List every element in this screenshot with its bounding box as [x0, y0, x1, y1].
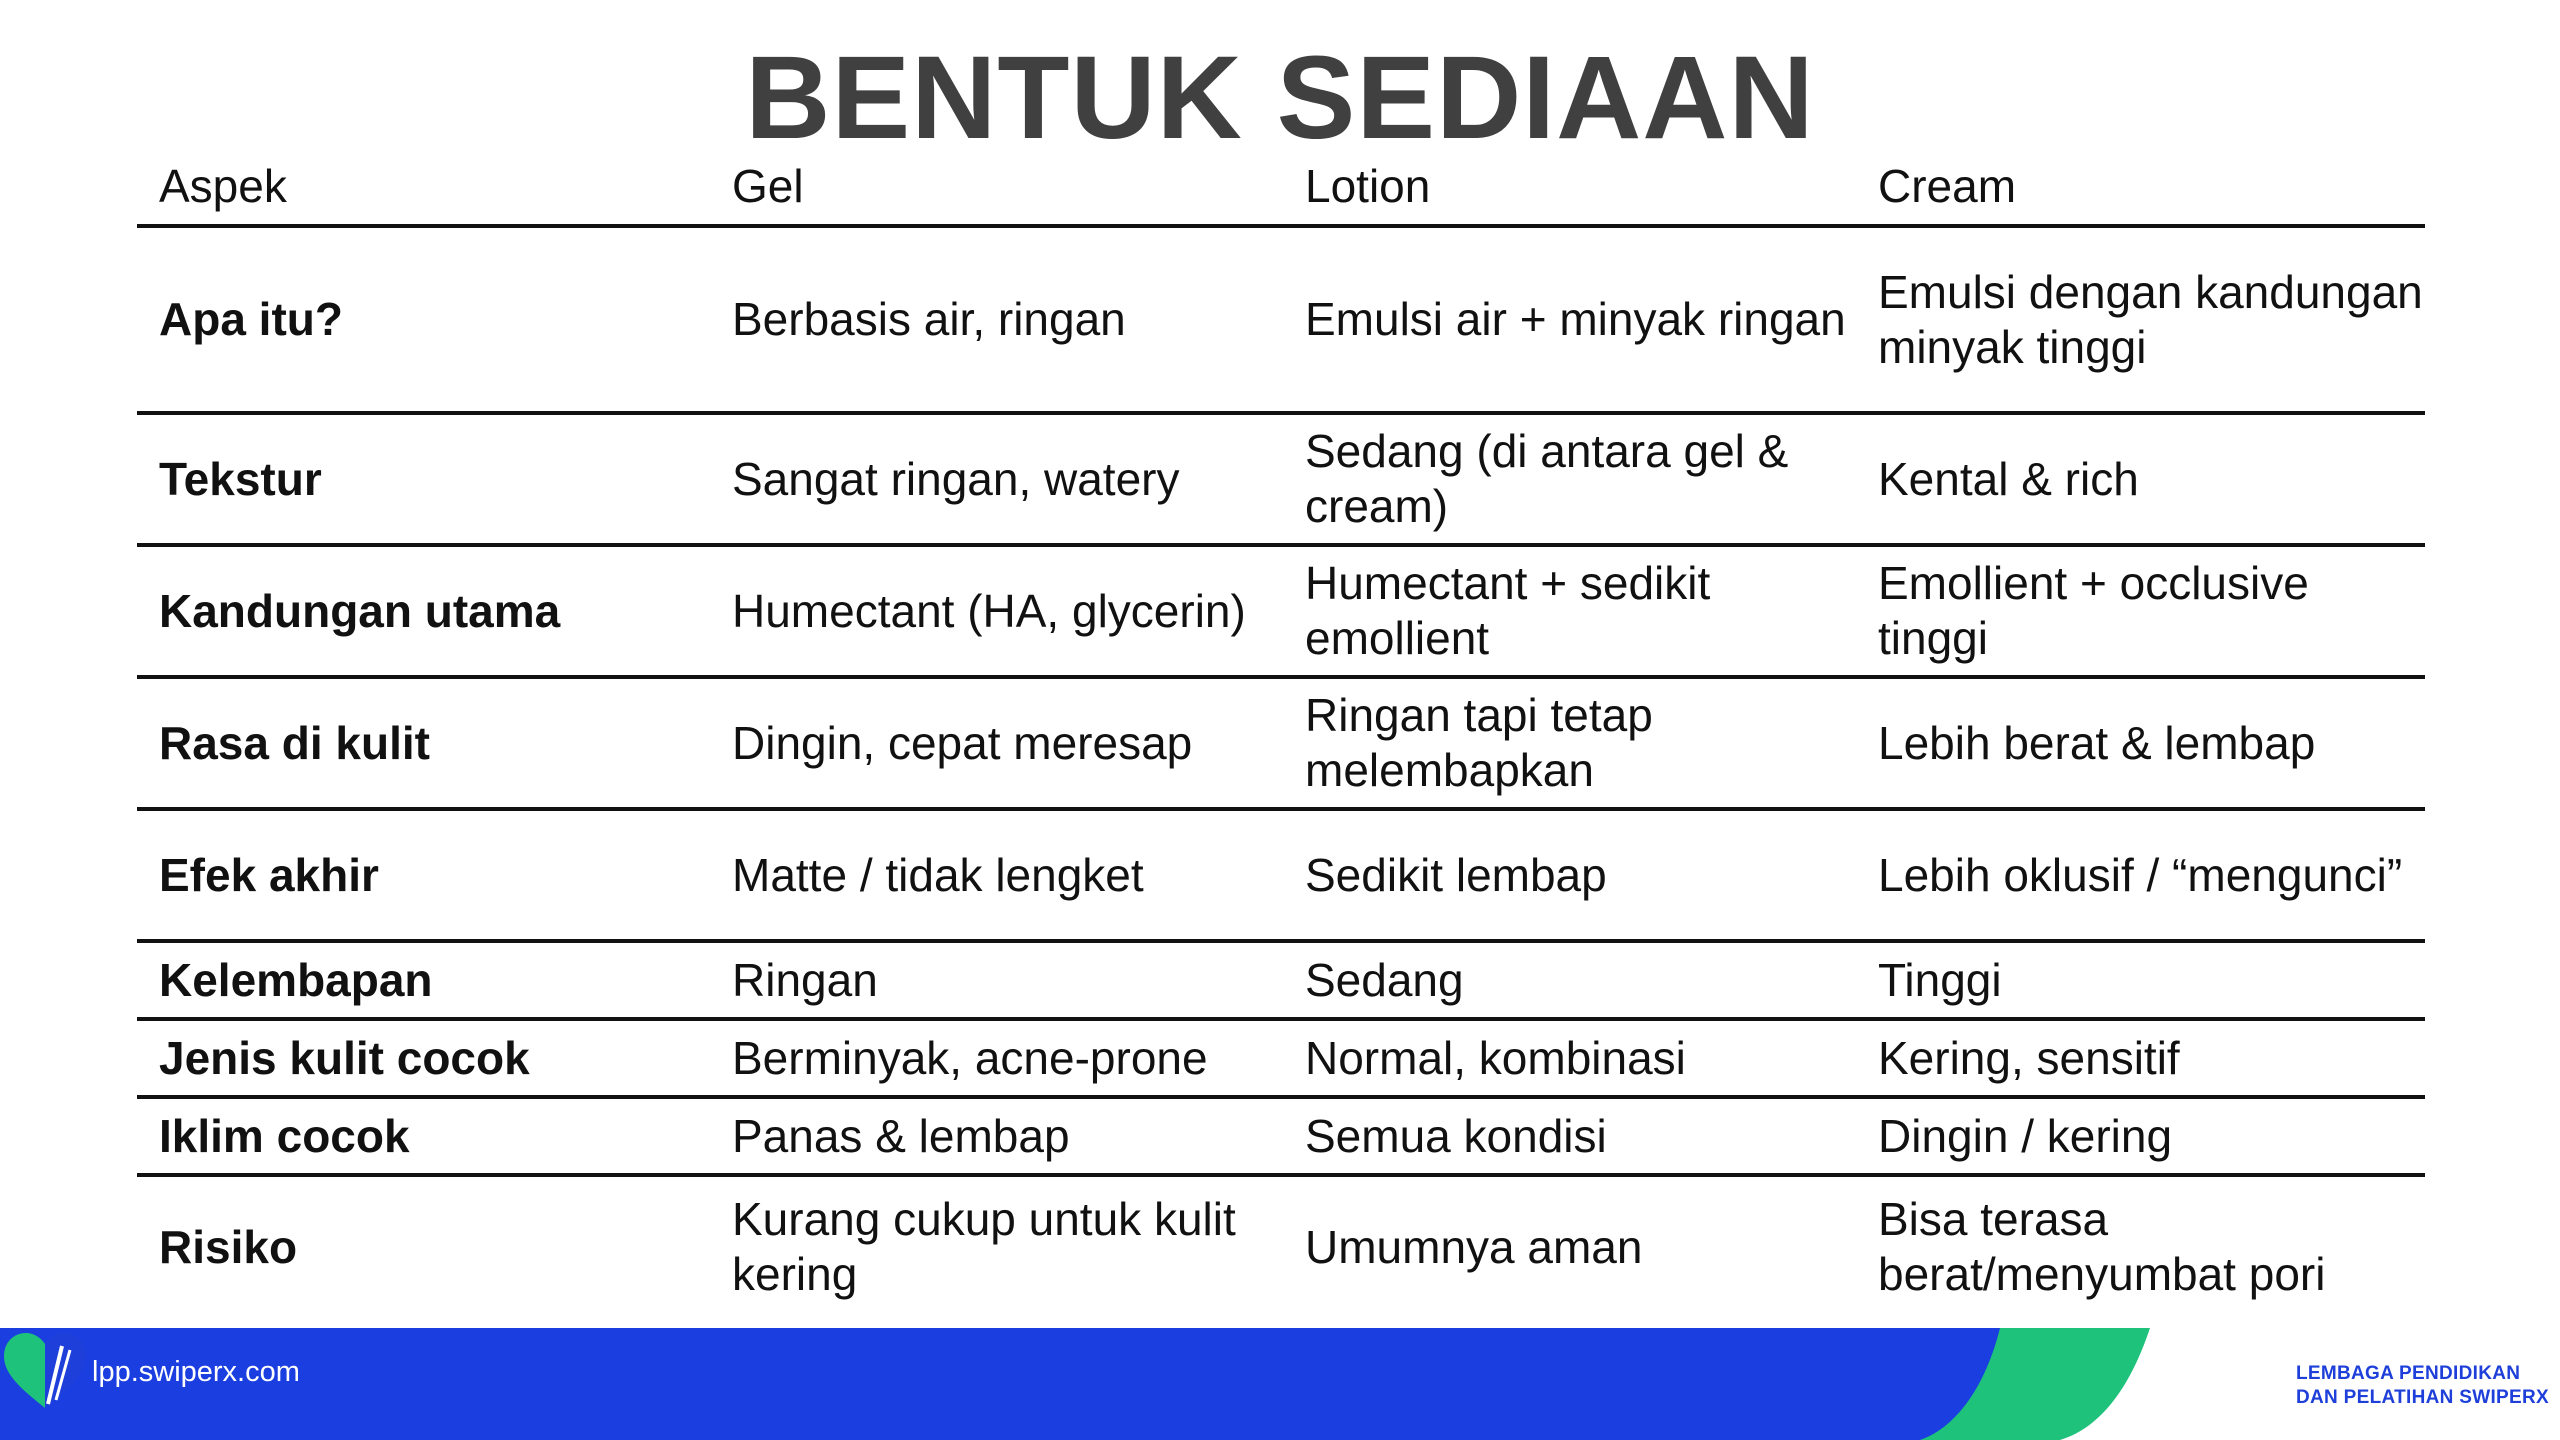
row-aspect: Kandungan utama — [159, 584, 561, 637]
cream-cell: Lebih berat & lembap — [1878, 716, 2316, 769]
footer-bar — [0, 1328, 2560, 1440]
cream-cell: Kering, sensitif — [1878, 1031, 2180, 1084]
row-aspect: Tekstur — [159, 452, 322, 505]
lotion-cell: Normal, kombinasi — [1305, 1031, 1686, 1084]
cream-cell: Kental & rich — [1878, 452, 2139, 505]
row-aspect: Iklim cocok — [159, 1109, 410, 1162]
column-header-aspek: Aspek — [159, 159, 287, 212]
table-row — [137, 228, 2425, 415]
gel-cell: Berbasis air, ringan — [732, 293, 1126, 345]
row-aspect: Efek akhir — [159, 848, 379, 901]
cream-cell: Bisa terasa berat/menyumbat pori — [1878, 1193, 2326, 1300]
column-header-gel: Gel — [732, 159, 804, 212]
lotion-cell: Umumnya aman — [1305, 1220, 1643, 1273]
cream-cell: Tinggi — [1878, 953, 2002, 1006]
column-header-lotion: Lotion — [1305, 159, 1431, 212]
footer-url[interactable]: lpp.swiperx.com — [92, 1356, 300, 1388]
gel-cell: Dingin, cepat meresap — [732, 716, 1193, 769]
row-aspect: Apa itu? — [159, 293, 343, 345]
table-header-row — [137, 148, 2425, 228]
gel-cell: Sangat ringan, watery — [732, 452, 1180, 505]
org-name-line1: LEMBAGA PENDIDIKAN — [2296, 1363, 2521, 1384]
lotion-cell: Sedang (di antara gel & cream) — [1305, 425, 1789, 532]
table-row — [137, 1177, 2425, 1317]
lotion-cell: Sedikit lembap — [1305, 848, 1607, 901]
org-name-line2: DAN PELATIHAN SWIPERX — [2296, 1387, 2549, 1408]
cream-cell — [1856, 556, 2425, 666]
lotion-cell: Humectant + sedikit emollient — [1305, 557, 1711, 664]
table-row — [137, 811, 2425, 943]
lotion-cell: Emulsi air + minyak ringan — [1305, 293, 1846, 345]
table-row — [137, 943, 2425, 1021]
gel-cell: Berminyak, acne-prone — [732, 1031, 1208, 1084]
table-row — [137, 415, 2425, 547]
gel-cell: Humectant (HA, glycerin) — [732, 584, 1246, 637]
page-title: BENTUK SEDIAAN — [745, 32, 1815, 164]
table-row — [137, 679, 2425, 811]
lotion-cell: Ringan tapi tetap melembapkan — [1305, 689, 1653, 796]
table-row — [137, 547, 2425, 679]
lotion-cell: Sedang — [1305, 953, 1464, 1006]
swiperx-heart-logo-icon — [0, 1328, 90, 1412]
row-aspect: Rasa di kulit — [159, 716, 430, 769]
lotion-cell: Semua kondisi — [1305, 1109, 1607, 1162]
gel-cell: Panas & lembap — [732, 1109, 1070, 1162]
gel-cell: Matte / tidak lengket — [732, 848, 1144, 901]
cream-cell-text: Emollient + occlusive tinggi — [1878, 557, 2309, 664]
cream-cell: Emulsi dengan kandungan minyak tinggi — [1878, 265, 2423, 373]
footer-band-shapes — [0, 1328, 2560, 1440]
row-aspect: Kelembapan — [159, 953, 433, 1006]
cream-cell: Dingin / kering — [1878, 1109, 2173, 1162]
row-aspect: Risiko — [159, 1220, 298, 1273]
comparison-table — [137, 148, 2425, 1317]
table-row — [137, 1099, 2425, 1177]
column-header-cream: Cream — [1878, 159, 2017, 212]
row-aspect: Jenis kulit cocok — [159, 1031, 530, 1084]
org-name — [2296, 1362, 2549, 1410]
table-row — [137, 1021, 2425, 1099]
gel-cell: Ringan — [732, 953, 878, 1006]
gel-cell: Kurang cukup untuk kulit kering — [732, 1193, 1236, 1300]
cream-cell: Lebih oklusif / “mengunci” — [1878, 848, 2403, 901]
